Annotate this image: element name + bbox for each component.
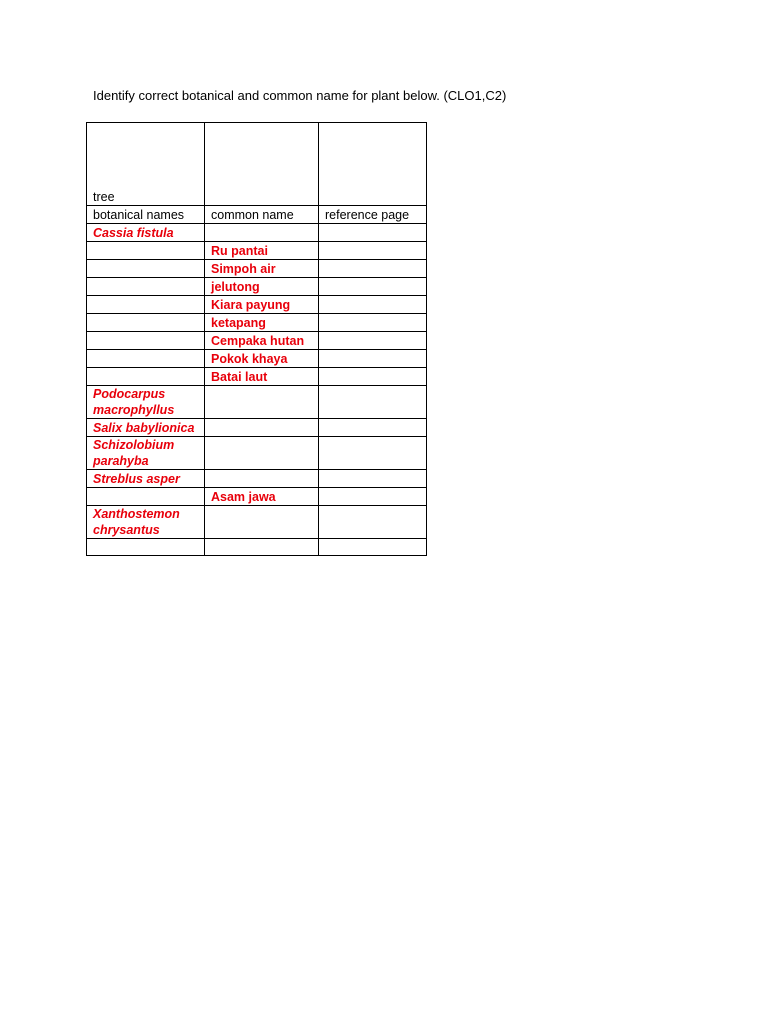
botanical-name-cell	[87, 332, 205, 350]
table-row	[87, 437, 427, 470]
table-row	[87, 296, 427, 314]
reference-page-cell	[319, 314, 427, 332]
reference-page-cell	[319, 368, 427, 386]
table-category-row	[87, 123, 427, 206]
botanical-name-cell	[87, 350, 205, 368]
botanical-name-line: parahyba	[93, 454, 149, 468]
common-name-cell: ketapang	[205, 314, 319, 332]
table-row	[87, 332, 427, 350]
botanical-name-cell	[87, 539, 205, 556]
reference-page-cell	[319, 539, 427, 556]
common-name-cell	[205, 386, 319, 419]
botanical-name-cell	[87, 386, 205, 419]
botanical-name-cell	[87, 260, 205, 278]
reference-page-cell	[319, 506, 427, 539]
botanical-name-cell: Streblus asper	[87, 470, 205, 488]
common-name-cell: Asam jawa	[205, 488, 319, 506]
botanical-name-line: Schizolobium	[93, 438, 175, 452]
table-cell	[319, 123, 427, 206]
common-name-cell	[205, 224, 319, 242]
table-row	[87, 224, 427, 242]
reference-page-cell	[319, 278, 427, 296]
category-label: tree	[87, 123, 205, 206]
reference-page-cell	[319, 296, 427, 314]
table-row	[87, 488, 427, 506]
header-botanical-names: botanical names	[87, 206, 205, 224]
common-name-cell	[205, 419, 319, 437]
botanical-name-cell	[87, 278, 205, 296]
reference-page-cell	[319, 260, 427, 278]
botanical-name-line: macrophyllus	[93, 403, 175, 417]
reference-page-cell	[319, 350, 427, 368]
botanical-name-cell	[87, 437, 205, 470]
table-row	[87, 260, 427, 278]
plant-table	[86, 122, 427, 556]
botanical-name-line: chrysantus	[93, 523, 160, 537]
common-name-cell: Batai laut	[205, 368, 319, 386]
common-name-cell: Simpoh air	[205, 260, 319, 278]
reference-page-cell	[319, 437, 427, 470]
botanical-name-cell: Cassia fistula	[87, 224, 205, 242]
common-name-cell	[205, 506, 319, 539]
table-row	[87, 368, 427, 386]
reference-page-cell	[319, 332, 427, 350]
reference-page-cell	[319, 386, 427, 419]
table-cell	[205, 123, 319, 206]
common-name-cell	[205, 470, 319, 488]
reference-page-cell	[319, 224, 427, 242]
botanical-name-cell	[87, 296, 205, 314]
table-row	[87, 470, 427, 488]
header-common-name: common name	[205, 206, 319, 224]
page-title: Identify correct botanical and common name for plant below. (CLO1,C2)	[93, 88, 507, 103]
common-name-cell	[205, 539, 319, 556]
table-row	[87, 350, 427, 368]
botanical-name-line: Podocarpus	[93, 387, 166, 401]
common-name-cell: Cempaka hutan	[205, 332, 319, 350]
table-row	[87, 278, 427, 296]
table-row	[87, 242, 427, 260]
common-name-cell: Kiara payung	[205, 296, 319, 314]
header-reference-page: reference page	[319, 206, 427, 224]
botanical-name-cell	[87, 368, 205, 386]
reference-page-cell	[319, 470, 427, 488]
botanical-name-cell	[87, 242, 205, 260]
common-name-cell	[205, 437, 319, 470]
botanical-name-line: Xanthostemon	[93, 507, 180, 521]
botanical-name-cell	[87, 488, 205, 506]
botanical-name-cell: Salix babylionica	[87, 419, 205, 437]
reference-page-cell	[319, 488, 427, 506]
common-name-cell: jelutong	[205, 278, 319, 296]
botanical-name-cell	[87, 314, 205, 332]
common-name-cell: Pokok khaya	[205, 350, 319, 368]
table-row	[87, 539, 427, 556]
table-row	[87, 506, 427, 539]
table-header-row	[87, 206, 427, 224]
common-name-cell: Ru pantai	[205, 242, 319, 260]
reference-page-cell	[319, 419, 427, 437]
table-row	[87, 419, 427, 437]
table-row	[87, 386, 427, 419]
table-row	[87, 314, 427, 332]
reference-page-cell	[319, 242, 427, 260]
botanical-name-cell	[87, 506, 205, 539]
